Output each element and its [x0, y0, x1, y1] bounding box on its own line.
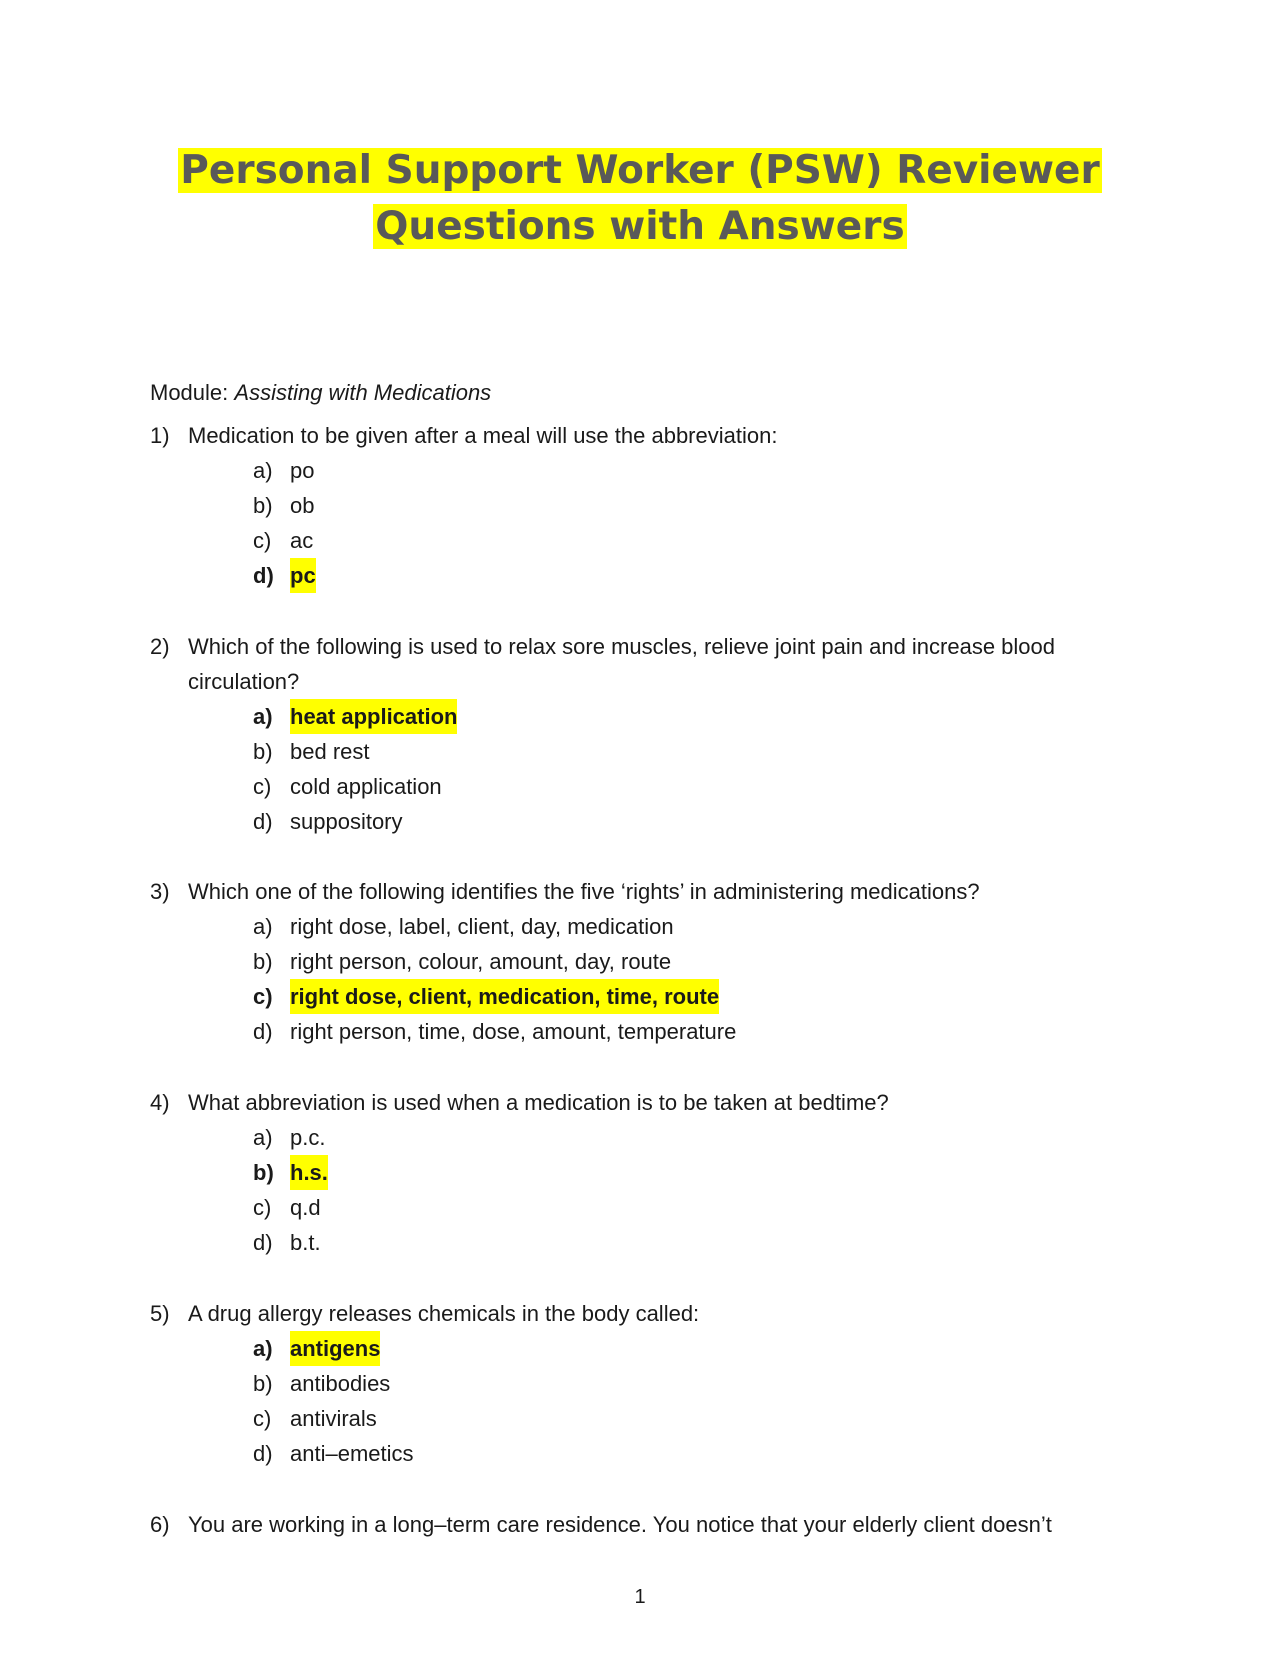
- title-line-2: Questions with Answers: [375, 204, 905, 249]
- option-text: right person, time, dose, amount, temperature: [290, 1019, 737, 1044]
- question-1: [150, 418, 1150, 593]
- page-number: 1: [634, 1586, 646, 1608]
- option-letter: b): [253, 949, 273, 974]
- highlighted-answer: right dose, client, medication, time, route: [290, 979, 719, 1014]
- option-letter: d): [253, 563, 274, 588]
- answer-option: [150, 734, 1150, 769]
- highlighted-answer: pc: [290, 558, 316, 593]
- option-text: ac: [290, 528, 314, 553]
- option-text: suppository: [290, 809, 403, 834]
- answer-option: [150, 1366, 1150, 1401]
- question-text: A drug allergy releases chemicals in the body called:: [188, 1301, 700, 1326]
- option-letter: a): [253, 1125, 273, 1150]
- correct-answer-option: [150, 1155, 1150, 1190]
- module-name: Assisting with Medications: [234, 380, 492, 405]
- answer-option: [150, 1225, 1150, 1260]
- answer-option: [150, 1014, 1150, 1049]
- option-letter: c): [253, 528, 272, 553]
- option-letter: a): [253, 704, 273, 729]
- answer-option: [150, 1436, 1150, 1471]
- answer-option: [150, 944, 1150, 979]
- question-number: 2): [150, 634, 170, 659]
- answer-option: [150, 1190, 1150, 1225]
- option-letter: c): [253, 984, 273, 1009]
- option-text: b.t.: [290, 1230, 321, 1255]
- option-letter: c): [253, 1406, 272, 1431]
- answer-options: [150, 699, 1150, 839]
- option-text: anti–emetics: [290, 1441, 414, 1466]
- option-letter: c): [253, 774, 272, 799]
- highlighted-answer: h.s.: [290, 1155, 328, 1190]
- question-5: [150, 1296, 1150, 1471]
- answer-options: [150, 453, 1150, 593]
- option-letter: a): [253, 914, 273, 939]
- option-letter: c): [253, 1195, 272, 1220]
- option-letter: d): [253, 1441, 273, 1466]
- title-line-1: Personal Support Worker (PSW) Reviewer: [180, 148, 1100, 193]
- question-3: [150, 874, 1150, 1049]
- answer-option: [150, 769, 1150, 804]
- option-text: ob: [290, 493, 315, 518]
- question-number: 3): [150, 879, 170, 904]
- answer-option: [150, 488, 1150, 523]
- option-letter: d): [253, 1019, 273, 1044]
- option-letter: b): [253, 493, 273, 518]
- option-letter: a): [253, 1336, 273, 1361]
- module-label: Module:: [150, 380, 229, 405]
- answer-option: [150, 804, 1150, 839]
- module-heading: [150, 378, 491, 408]
- option-text: right dose, label, client, day, medication: [290, 914, 674, 939]
- option-text: q.d: [290, 1195, 321, 1220]
- question-text: Medication to be given after a meal will use the abbreviation:: [188, 423, 778, 448]
- answer-options: [150, 1120, 1150, 1260]
- option-letter: a): [253, 458, 273, 483]
- question-number: 6): [150, 1512, 170, 1537]
- question-number: 1): [150, 423, 170, 448]
- option-text: antibodies: [290, 1371, 391, 1396]
- question-text: You are working in a long–term care residence. You notice that your elderly client doesn’t: [188, 1512, 1052, 1537]
- document-title: [0, 143, 1280, 255]
- answer-option: [150, 523, 1150, 558]
- answer-option: [150, 453, 1150, 488]
- option-text: antivirals: [290, 1406, 377, 1431]
- correct-answer-option: [150, 699, 1150, 734]
- question-number: 4): [150, 1090, 170, 1115]
- answer-option: [150, 1401, 1150, 1436]
- question-text: Which of the following is used to relax sore muscles, relieve joint pain and increase blood circulation?: [188, 634, 1056, 694]
- question-text: What abbreviation is used when a medication is to be taken at bedtime?: [188, 1090, 889, 1115]
- option-text: po: [290, 458, 315, 483]
- answer-options: [150, 1331, 1150, 1471]
- question-number: 5): [150, 1301, 170, 1326]
- answer-options: [150, 909, 1150, 1049]
- question-6: [150, 1507, 1150, 1542]
- highlighted-answer: heat application: [290, 699, 457, 734]
- correct-answer-option: [150, 558, 1150, 593]
- answer-option: [150, 909, 1150, 944]
- correct-answer-option: [150, 979, 1150, 1014]
- question-4: [150, 1085, 1150, 1260]
- option-letter: d): [253, 1230, 273, 1255]
- option-letter: b): [253, 1160, 274, 1185]
- option-letter: b): [253, 1371, 273, 1396]
- option-text: p.c.: [290, 1125, 326, 1150]
- question-2: [150, 629, 1150, 839]
- option-text: cold application: [290, 774, 442, 799]
- option-text: right person, colour, amount, day, route: [290, 949, 672, 974]
- question-text: Which one of the following identifies the five ‘rights’ in administering medications?: [188, 879, 980, 904]
- correct-answer-option: [150, 1331, 1150, 1366]
- option-letter: b): [253, 739, 273, 764]
- option-letter: d): [253, 809, 273, 834]
- answer-option: [150, 1120, 1150, 1155]
- option-text: bed rest: [290, 739, 370, 764]
- highlighted-answer: antigens: [290, 1331, 380, 1366]
